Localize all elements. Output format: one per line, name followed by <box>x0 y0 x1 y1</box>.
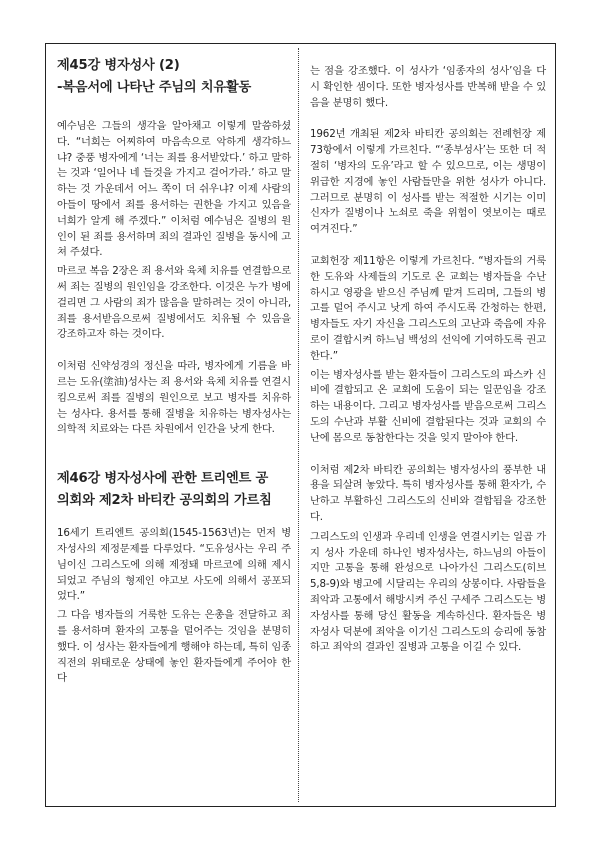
paragraph: 교회헌장 제11항은 이렇게 가르친다. “병자들의 거룩한 도유와 사제들의 기도로 온 교회는 병자들을 수난하시고 영광을 받으신 주님께 맡겨 드리며, 그들의 병고를 덜어 주시고 낫게 하여 주시도록 간청하는 한편, 병자들도 자기 자신을 그리스도의 고난과 죽음에 자유로이 결합시켜 하느님 백성의 선익에 기여하도록 권고한다.” <box>310 254 546 362</box>
left-column <box>57 55 291 687</box>
lesson-46-title: 제46강 병자성사에 관한 트리엔트 공 <box>57 471 269 487</box>
paragraph: 이처럼 신약성경의 정신을 따라, 병자에게 기름을 바르는 도유(塗油)성사는 죄 용서와 육체 치유를 연결시킴으로써 죄를 질병의 원인으로 보고 병자를 치유하는 성사다. 용서를 통해 질병을 치유하는 병자성사는 의학적 치료와는 다른 차원에서 인간을 낫게 한다. <box>57 360 291 436</box>
lesson-45-subtitle: -복음서에 나타난 주님의 치유활동 <box>57 80 251 95</box>
paragraph: 예수님은 그들의 생각을 알아채고 이렇게 말씀하셨다. “너희는 어찌하여 마음속으로 악하게 생각하느냐? 중풍 병자에게 ‘너는 죄를 용서받았다.’ 하고 말하는 것과 ‘일어나 네 들것을 가지고 걸어가라.’ 하고 말하는 것 가운데서 어느 쪽이 더 쉬우냐? 이제 사람의 아들이 땅에서 죄를 용서하는 권한을 가지고 있음을 너희가 알게 해 주겠다.” 이처럼 예수님은 질병의 원인이 된 죄를 용서하며 죄의 결과인 질병을 동시에 고쳐 주셨다. <box>57 120 291 259</box>
paragraph: 이는 병자성사를 받는 환자들이 그리스도의 파스카 신비에 결합되고 온 교회에 도움이 되는 일꾼임을 강조하는 내용이다. 그리고 병자성사를 받음으로써 그리스도의 수난과 부활 신비에 결합된다는 것과 교회의 수난에 몸으로 동참한다는 것을 잊지 말아야 한다. <box>310 368 546 444</box>
lesson-46-title-continued: 의회와 제2차 바티칸 공의회의 가르침 <box>57 493 272 509</box>
column-divider <box>298 48 299 802</box>
paragraph: 는 점을 강조했다. 이 성사가 ‘임종자의 성사’임을 다시 확인한 셈이다. 또한 병자성사를 반복해 받을 수 있음을 분명히 했다. <box>310 65 546 109</box>
paragraph: 그리스도의 인생과 우리네 인생을 연결시키는 일곱 가지 성사 가운데 하나인 병자성사는, 하느님의 아들이지만 고통을 통해 완성으로 나아가신 그리스도(히브 5,8-9)와 병고에 시달리는 우리의 상봉이다. 사람들을 죄악과 고통에서 해방시켜 주신 구세주 그리스도는 병자성사를 통해 당신 활동을 계속하신다. 환자들은 병자성사 덕분에 죄악을 이기신 그리스도의 승리에 동참하고 죄악의 결과인 질병과 고통을 이길 수 있다. <box>310 530 546 654</box>
paragraph: 그 다음 병자들의 거룩한 도유는 은총을 전달하고 죄를 용서하며 환자의 고통을 덜어주는 것임을 분명히 했다. 이 성사는 환자들에게 행해야 하는데, 특히 임종 직전의 위태로운 상태에 놓인 환자들에게 주어야 한다 <box>57 609 291 685</box>
right-column <box>310 64 546 656</box>
paragraph: 16세기 트리엔트 공의회(1545-1563년)는 먼저 병자성사의 제정문제를 다루었다. “도유성사는 우리 주님이신 그리스도에 의해 제정돼 마르코에 의해 제시되었고 주님의 형제인 야고보 사도에 의해서 공포되었다.” <box>57 527 291 603</box>
paragraph: 마르코 복음 2장은 죄 용서와 육체 치유를 연결함으로써 죄는 질병의 원인임을 강조한다. 이것은 누가 병에 걸리면 그 사람의 죄가 많음을 말하려는 것이 아니라, 죄를 용서받음으로써 질병에서도 치유될 수 있음을 강조하고자 하는 것이다. <box>57 265 291 341</box>
paragraph: 이처럼 제2차 바티칸 공의회는 병자성사의 풍부한 내용을 되살려 놓았다. 특히 병자성사를 통해 환자가, 수난하고 부활하신 그리스도의 신비와 결합됨을 강조한다. <box>310 463 546 523</box>
lesson-45-title: 제45강 병자성사 (2) <box>57 58 180 73</box>
paragraph: 1962년 개최된 제2차 바티칸 공의회는 전례헌장 제73항에서 이렇게 가르친다. “‘종부성사’는 또한 더 적절히 ‘병자의 도유’라고 할 수 있으므로, 이는 생명이 위급한 지경에 놓인 사람들만을 위한 성사가 아니다. 그러므로 분명히 이 성사를 받는 적절한 시기는 이미 신자가 질병이나 노쇠로 죽을 위험이 엿보이는 때로 여겨진다.” <box>310 128 546 236</box>
